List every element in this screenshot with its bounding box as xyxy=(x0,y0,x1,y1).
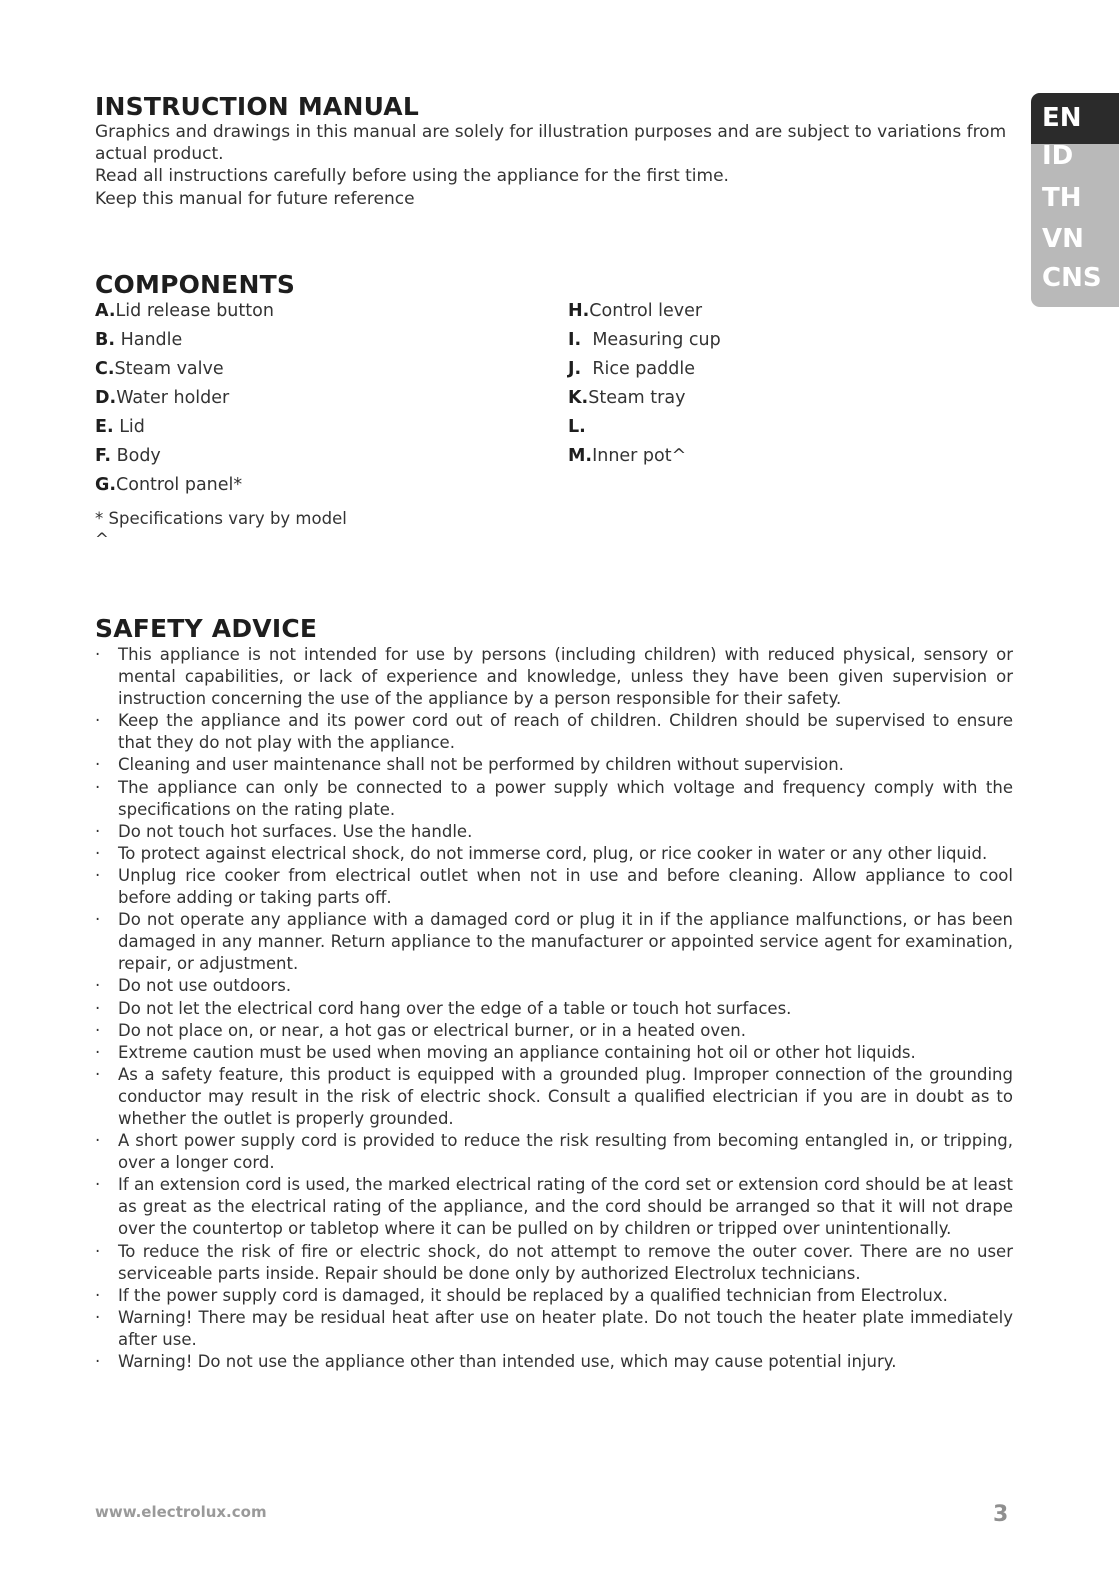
bullet-icon: · xyxy=(95,1241,101,1261)
component-letter: H. xyxy=(568,301,590,321)
safety-item-text: Do not operate any appliance with a damaged cord or plug it in if the appliance malfunctions, or has been damaged in any manner. Return appliance to the manufacturer or appointed service agent for examination, repair, or adjustment. xyxy=(118,910,1013,974)
safety-advice-heading: SAFETY ADVICE xyxy=(95,614,318,643)
bullet-icon: · xyxy=(95,843,101,863)
safety-item-text: Unplug rice cooker from electrical outlet when not in use and before cleaning. Allow appliance to cool before adding or taking parts off. xyxy=(118,865,1013,908)
safety-item-text: Extreme caution must be used when moving an appliance containing hot oil or other hot liquids. xyxy=(118,1042,916,1062)
bullet-icon: · xyxy=(95,777,101,797)
safety-item-text: A short power supply cord is provided to reduce the risk resulting from becoming entangled in, or tripping, over a longer cord. xyxy=(118,1131,1013,1173)
safety-item xyxy=(95,1241,1013,1285)
safety-item-text: To reduce the risk of fire or electric shock, do not attempt to remove the outer cover. There are no user serviceable parts inside. Repair should be done only by authorized Electrolux technicians. xyxy=(118,1241,1013,1283)
safety-item-text: Cleaning and user maintenance shall not be performed by children without supervision. xyxy=(118,755,844,775)
safety-item-text: Warning! Do not use the appliance other than intended use, which may cause potential injury. xyxy=(118,1352,897,1371)
instruction-manual-intro xyxy=(95,121,1015,210)
component-item xyxy=(95,413,274,442)
component-letter: F. xyxy=(95,446,112,466)
language-tab-en[interactable]: EN xyxy=(1042,103,1082,133)
safety-item xyxy=(95,821,1013,843)
safety-item xyxy=(95,1174,1013,1240)
instruction-manual-heading: INSTRUCTION MANUAL xyxy=(95,92,419,121)
component-label: Control lever xyxy=(589,301,703,321)
component-letter: K. xyxy=(568,388,589,408)
components-list-left xyxy=(95,297,274,500)
component-item xyxy=(568,326,721,355)
component-label: Lid xyxy=(119,417,145,437)
component-item xyxy=(95,326,274,355)
component-letter: B. xyxy=(95,330,115,350)
language-tab-th[interactable]: TH xyxy=(1042,183,1082,213)
safety-item-text: As a safety feature, this product is equipped with a grounded plug. Improper connection of the grounding conductor may result in the risk of electric shock. Consult a qualified electrician if you are in doubt as to whether the outlet is properly grounded. xyxy=(118,1064,1013,1128)
safety-item xyxy=(95,1064,1013,1130)
safety-item-text: If an extension cord is used, the marked electrical rating of the cord set or extension cord should be at least as great as the electrical rating of the appliance, and the cord should be arranged so that it will not drape over the countertop or tabletop where it can be pulled on by children or tripped over unintentionally. xyxy=(118,1175,1013,1239)
bullet-icon: · xyxy=(95,865,101,885)
component-label: Measuring cup xyxy=(592,330,721,350)
bullet-icon: · xyxy=(95,1285,101,1305)
component-item xyxy=(95,442,274,471)
component-label: Body xyxy=(116,446,161,466)
component-label: Control panel* xyxy=(116,475,243,495)
safety-item-text: Do not use outdoors. xyxy=(118,976,292,996)
language-tab-id[interactable]: ID xyxy=(1042,141,1074,171)
intro-line: Keep this manual for future reference xyxy=(95,188,415,209)
safety-item-text: This appliance is not intended for use by persons (including children) with reduced physical, sensory or mental capabilities, or lack of experience and knowledge, unless they have been given supervision or instruction concerning the use of the appliance by a person responsible for their safety. xyxy=(118,645,1013,709)
bullet-icon: · xyxy=(95,1175,101,1195)
safety-item xyxy=(95,865,1013,909)
component-label: Rice paddle xyxy=(592,359,695,379)
safety-item xyxy=(95,909,1013,975)
bullet-icon: · xyxy=(95,645,101,664)
safety-item xyxy=(95,843,1013,865)
safety-item xyxy=(95,1130,1013,1174)
component-letter: J. xyxy=(568,359,582,379)
component-item xyxy=(95,471,274,500)
component-letter: G. xyxy=(95,475,117,495)
footer-website-link[interactable]: www.electrolux.com xyxy=(95,1503,267,1521)
component-item xyxy=(568,384,721,413)
bullet-icon: · xyxy=(95,1131,101,1151)
safety-item-text: If the power supply cord is damaged, it should be replaced by a qualified technician from Electrolux. xyxy=(118,1285,948,1305)
safety-item-text: Warning! There may be residual heat after use on heater plate. Do not touch the heater plate immediately after use. xyxy=(118,1307,1013,1349)
intro-line: Graphics and drawings in this manual are solely for illustration purposes and are subject to variations from xyxy=(95,122,1007,142)
component-letter: I. xyxy=(568,330,582,350)
safety-item xyxy=(95,644,1013,710)
component-item xyxy=(568,442,721,471)
component-item xyxy=(95,384,274,413)
intro-line: actual product. xyxy=(95,144,224,165)
safety-item xyxy=(95,975,1013,997)
component-letter: D. xyxy=(95,388,117,408)
language-tab xyxy=(1031,93,1119,307)
safety-item-text: Do not let the electrical cord hang over the edge of a table or touch hot surfaces. xyxy=(118,998,792,1018)
component-label: Inner pot^ xyxy=(592,446,687,466)
bullet-icon: · xyxy=(95,1352,101,1371)
bullet-icon: · xyxy=(95,1020,101,1040)
component-letter: L. xyxy=(568,417,586,437)
components-footnotes xyxy=(95,508,347,550)
component-item xyxy=(95,297,274,326)
component-item xyxy=(568,355,721,384)
bullet-icon: · xyxy=(95,998,101,1018)
safety-item xyxy=(95,998,1013,1020)
bullet-icon: · xyxy=(95,976,101,996)
specifications-note: * Specifications vary by model xyxy=(95,509,347,528)
bullet-icon: · xyxy=(95,910,101,930)
component-label: Lid release button xyxy=(115,301,274,321)
page-number: 3 xyxy=(993,1502,1009,1527)
safety-item-text: Do not touch hot surfaces. Use the handle. xyxy=(118,821,473,841)
component-label: Steam tray xyxy=(588,388,686,408)
safety-item xyxy=(95,1042,1013,1064)
component-item xyxy=(568,297,721,326)
component-label: Steam valve xyxy=(114,359,224,379)
components-heading: COMPONENTS xyxy=(95,270,296,299)
intro-line: Read all instructions carefully before using the appliance for the first time. xyxy=(95,166,729,187)
language-tab-cns[interactable]: CNS xyxy=(1042,263,1102,293)
language-tab-vn[interactable]: VN xyxy=(1042,224,1084,254)
safety-item xyxy=(95,1285,1013,1307)
bullet-icon: · xyxy=(95,1064,101,1084)
components-list-right xyxy=(568,297,721,471)
bullet-icon: · xyxy=(95,711,101,731)
safety-item xyxy=(95,1020,1013,1042)
safety-item xyxy=(95,754,1013,776)
bullet-icon: · xyxy=(95,821,101,841)
component-letter: E. xyxy=(95,417,114,437)
caret-note: ^ xyxy=(95,530,109,549)
safety-item-text: To protect against electrical shock, do not immerse cord, plug, or rice cooker in water or any other liquid. xyxy=(118,843,988,863)
component-item xyxy=(568,413,721,442)
component-letter: M. xyxy=(568,446,593,466)
component-item xyxy=(95,355,274,384)
safety-item xyxy=(95,1307,1013,1351)
safety-item-text: Do not place on, or near, a hot gas or electrical burner, or in a heated oven. xyxy=(118,1020,746,1040)
bullet-icon: · xyxy=(95,1042,101,1062)
bullet-icon: · xyxy=(95,755,101,775)
component-letter: A. xyxy=(95,301,116,321)
bullet-icon: · xyxy=(95,1307,101,1327)
safety-item xyxy=(95,777,1013,821)
component-label: Water holder xyxy=(116,388,230,408)
safety-advice-list xyxy=(95,644,1013,1373)
safety-item xyxy=(95,1351,1013,1373)
component-letter: C. xyxy=(95,359,115,379)
safety-item-text: The appliance can only be connected to a power supply which voltage and frequency comply with the specifications on the rating plate. xyxy=(118,777,1013,819)
safety-item-text: Keep the appliance and its power cord out of reach of children. Children should be supervised to ensure that they do not play with the appliance. xyxy=(118,711,1013,753)
component-label: Handle xyxy=(120,330,183,350)
safety-item xyxy=(95,710,1013,754)
